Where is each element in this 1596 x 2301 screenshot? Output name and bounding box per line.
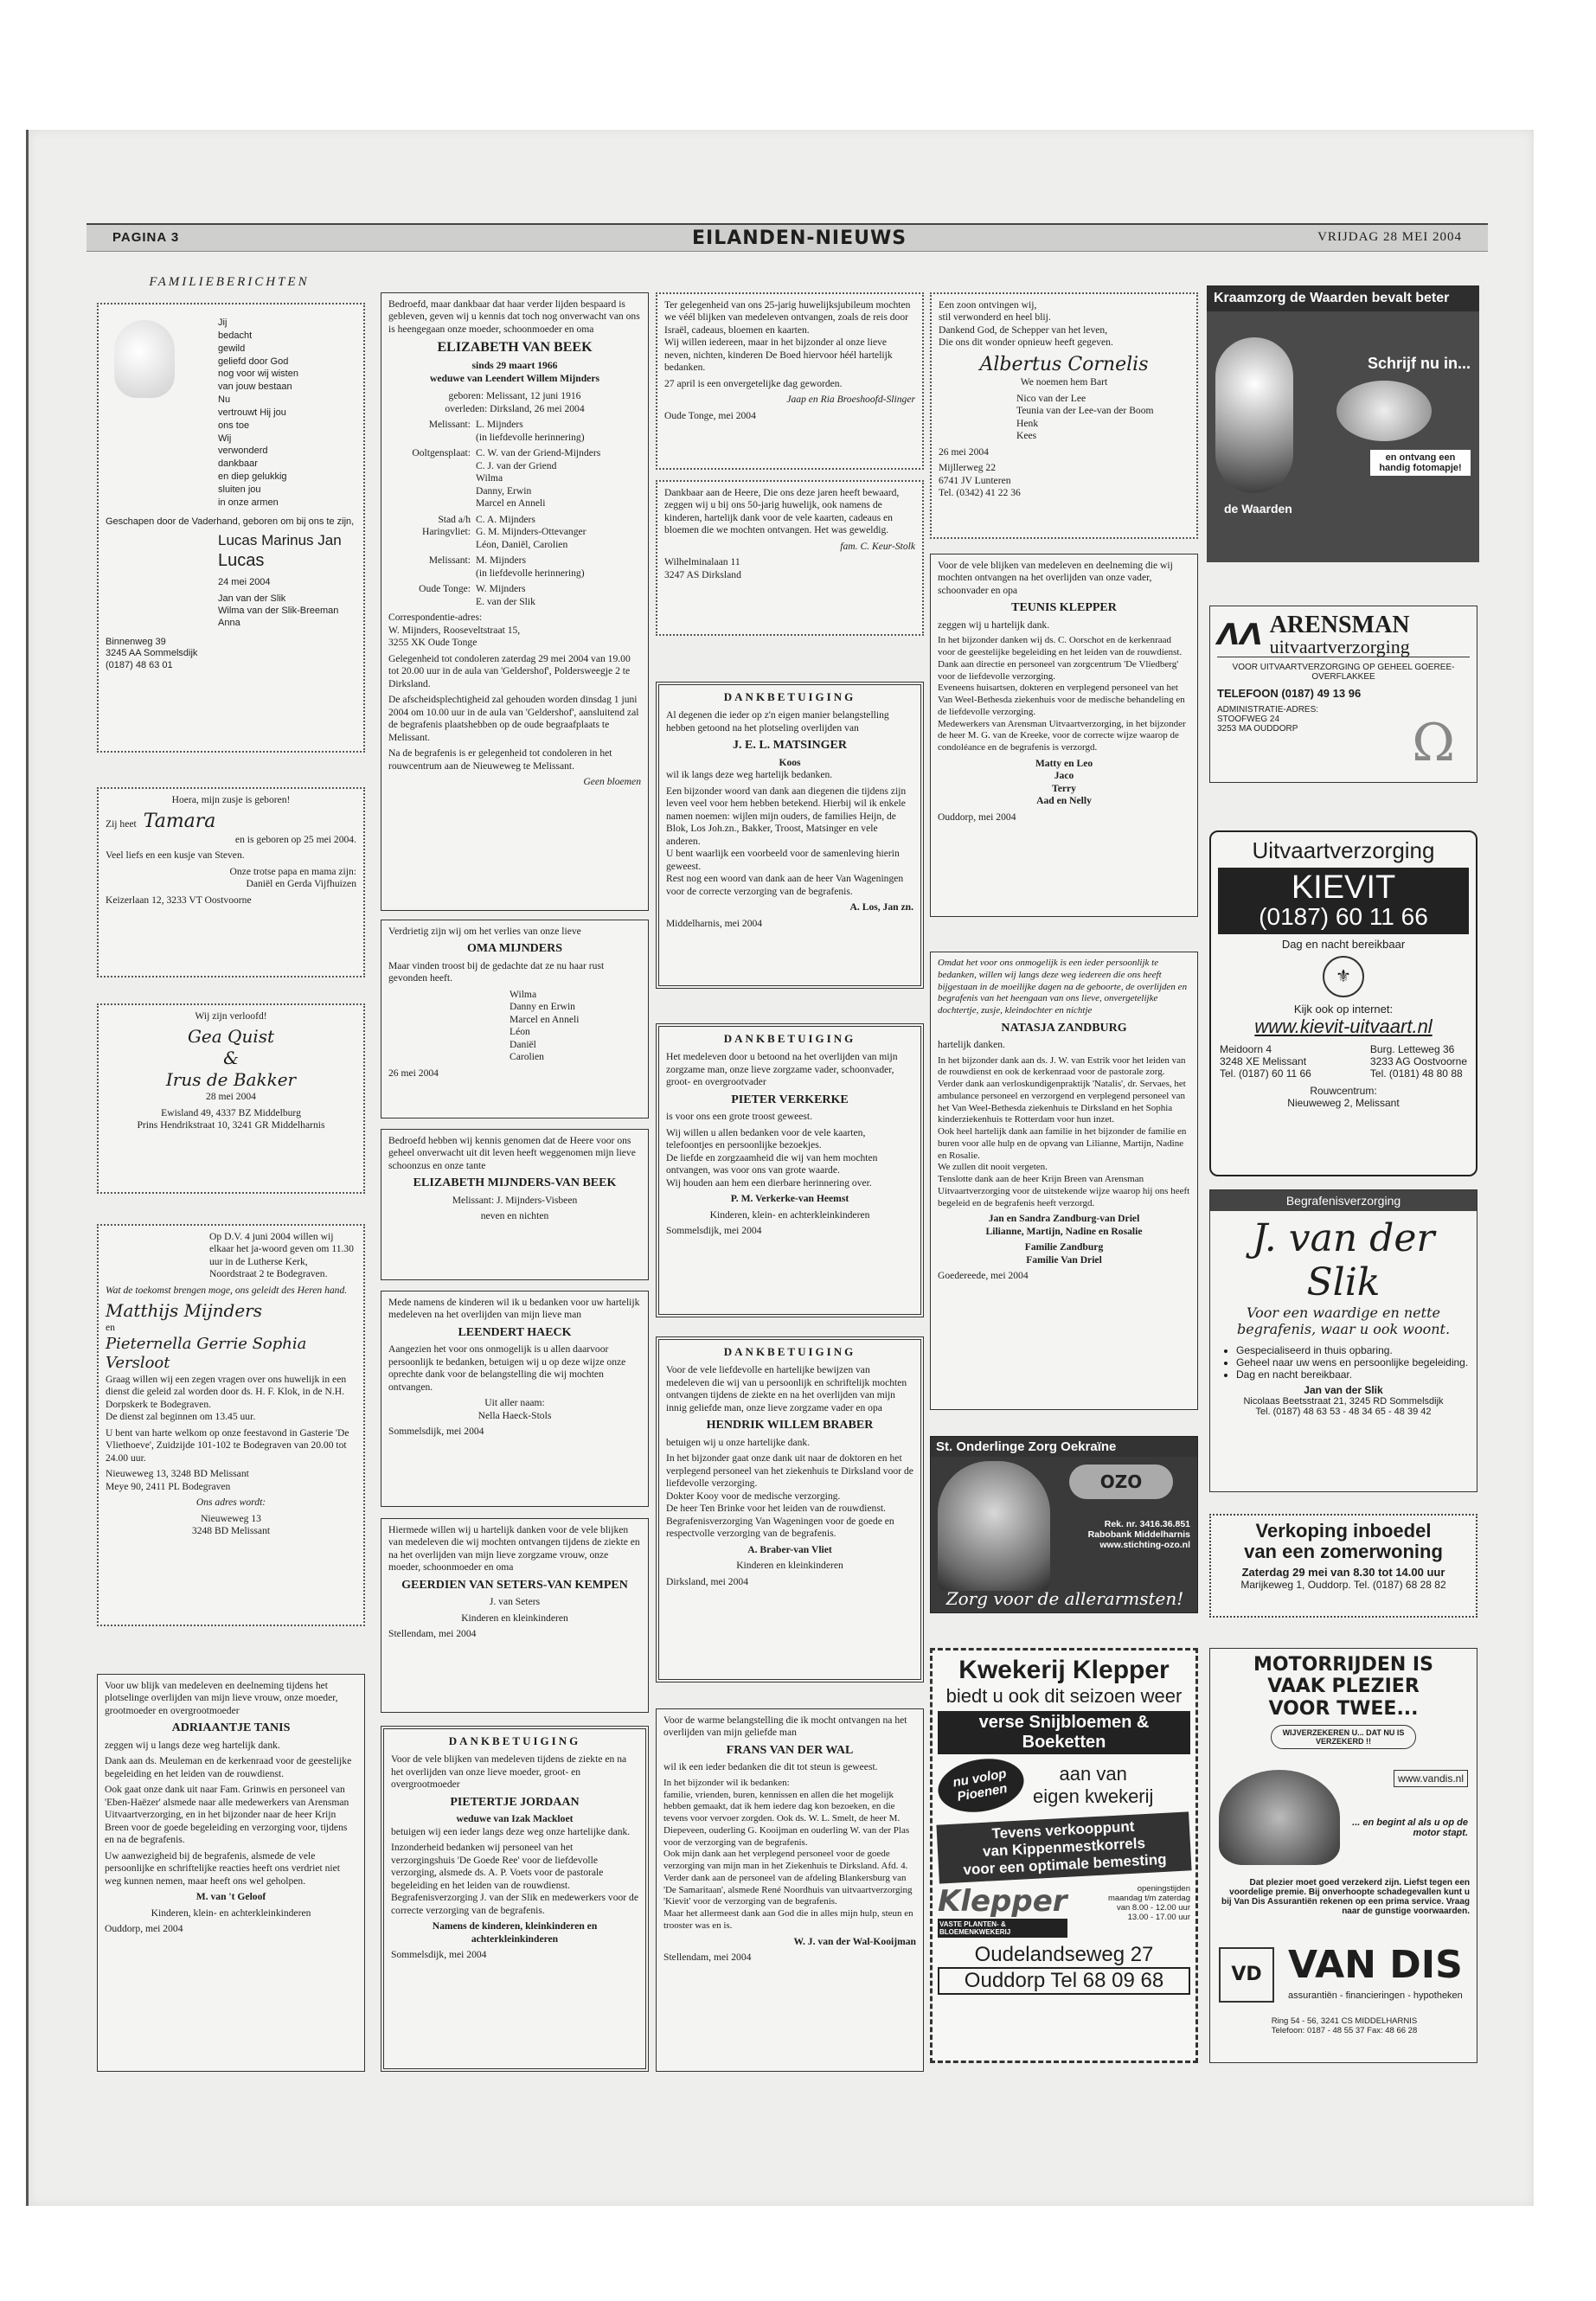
kievit-head: Uitvaartverzorging (1252, 837, 1435, 863)
signature: A. Los, Jan zn. (849, 901, 913, 913)
family-place: Stad a/h Haringvliet: (421, 513, 471, 538)
place-date: Sommelsdijk, mei 2004 (391, 1949, 487, 1961)
death-notice-oma (381, 920, 649, 1118)
thanks-zandburg (930, 952, 1198, 1410)
poem-line: Jij (218, 317, 228, 328)
thanks-text: In het bijzonder dank aan ds. J. W. van Estrik voor het leiden van de rouwdienst en ook de kerkenraad voor de pastorale zorg. Verder dank aan verloskundigenpraktijk 'Natalis', dr. Servaes, het ambulance personeel en verzorgend en verplegend personeel van het Van Weel-Bethesda ziekenhuis te Dirksland en het Sophia kinderziekenhuis te Rotterdam voor hun inzet. Ook heel hartelijk dank aan familie in het bijzonder de familie en buren voor alle hulp en de opvang van Lilianne, Martijn, Nadine en Rosalie. We zullen dit nooit vergeten. Tenslotte dank aan de heer Krijn Breen van Arensman Uitvaartverzorging voor de uitstekende wijze waarop hij ons heeft begeleid en de begrafenis heeft verzorgd. (938, 1054, 1190, 1208)
deceased-name: LEENDERT HAECK (458, 1325, 572, 1339)
thanks-text: zeggen wij u hartelijk dank. (938, 619, 1050, 631)
condolence-info: Gelegenheid tot condoleren zaterdag 29 mei 2004 van 19.00 tot 20.00 uur in de aula van 'Geldershof', Poldersweegje 2 te Dirksland. (388, 652, 631, 689)
thanks-text: In het bijzonder danken wij ds. C. Oorschot en de kerkenraad voor de geestelijke begeleiding en het leiden van de rouwdienst. Dank aan directie en personeel van zorgcentrum 'De Vliedberg' voor de liefdevolle verzorging. Eveneens huisartsen, dokteren en verplegend personeel van het Van Weel-Bethesda ziekenhuis voor de medische behandeling en de liefdevolle verzorging. Medewerkers van Arensman Uitvaartverzorging, in het bijzonder de heer M. G. van de Kreeke, voor de correcte wijze waarop de condoléance en de begrafenis is verzorgd. (938, 635, 1186, 753)
announcement-line: Hoera, mijn zusje is geboren! (171, 794, 291, 805)
thanks-text: Dank aan ds. Meuleman en de kerkenraad voor de geestelijke begeleiding en het leiden van de rouwdienst. (105, 1755, 352, 1779)
thanks-text: Aangezien het voor ons onmogelijk is u allen daarvoor persoonlijk te bedanken, betuigen wij u op deze wijze onze oprechte dank voor de belangstelling die wij mochten ontvangen. (388, 1343, 626, 1393)
thanks-text: hartelijk danken. (938, 1039, 1005, 1051)
arensman-phone: TELEFOON (0187) 49 13 96 (1217, 687, 1362, 700)
family-place: Melissant: (428, 419, 471, 431)
arensman-sub: uitvaartverzorging (1269, 636, 1410, 657)
thanks-tanis (97, 1674, 365, 2072)
issue-date: VRIJDAG 28 MEI 2004 (1317, 230, 1462, 244)
dankbetuiging-head: DANKBETUIGING (723, 690, 856, 703)
widow-line: weduwe van Leendert Willem Mijnders (429, 372, 599, 384)
family-list (388, 419, 641, 612)
kwekerij-address: Oudelandseweg 27 (974, 1943, 1154, 1966)
van-dis-sub: assurantiën - financieringen - hypotheken (1288, 1990, 1463, 2001)
family: Kinderen en kleinkinderen (736, 1560, 843, 1572)
page-number: PAGINA 3 (112, 230, 180, 245)
verkoping-title: Verkoping inboedel van een zomerwoning (1244, 1520, 1443, 1563)
deceased-name: HENDRIK WILLEM BRABER (706, 1419, 874, 1433)
dates: geboren: Melissant, 12 juni 1916 overleden: Dirksland, 26 mei 2004 (445, 390, 585, 414)
van-dis-ad (1209, 1648, 1477, 2063)
dankbetuiging-head: DANKBETUIGING (723, 1345, 856, 1358)
jubilee-thanks (656, 292, 924, 470)
thanks-braber (656, 1336, 924, 1682)
kiss-line: Veel liefs en een kusje van Steven. (106, 849, 245, 862)
family-names: C. A. Mijnders G. M. Mijnders-Ottevanger Léon, Daniël, Carolien (476, 513, 586, 550)
jubilee-text: Ter gelegenheid van ons 25-jarig huwelijksjubileum mochten we véél blijken van medeleven ontvangen, zoals de reis door Israël, cadeaus, bloemen en kaarten. Wij willen iedereen, maar in het bijzonder al onze lieve neven, nichten, kinderen De Boed hiervoor héél hartelijk bedanken. (664, 299, 911, 374)
deceased-name: FRANS VAN DER WAL (726, 1743, 854, 1757)
address: Mijllerweg 22 6741 JV Lunteren Tel. (0342) 41 22 36 (939, 462, 1021, 499)
groom-name: Matthijs Mijnders (106, 1300, 262, 1322)
drop-graphic (1215, 337, 1293, 493)
family-place: Oude Tonge: (419, 583, 471, 595)
kwekerij-title: Kwekerij Klepper (958, 1656, 1170, 1684)
thanks-text: wil ik langs deze weg hartelijk bedanken. (666, 769, 833, 781)
signature: A. Braber-van Vliet (747, 1543, 832, 1555)
family: Kinderen, klein- en achterkleinkinderen (709, 1208, 870, 1221)
ozo-ad (930, 1436, 1198, 1613)
family-row (388, 583, 641, 612)
poem-line: en diep gelukkig (218, 471, 287, 483)
thanks-klepper (930, 554, 1198, 917)
funeral-info: De afscheidsplechtigheid zal gehouden worden dinsdag 1 juni 2004 om 10.00 uur in de aula van 'Geldershof', aansluitend zal de begrafenis plaatshebben op de oude begraafplaats te Melissant. (388, 694, 639, 743)
signature: Jaap en Ria Broeshoofd-Slinger (786, 394, 915, 406)
thanks-text: In het bijzonder wil ik bedanken: familie, vrienden, buren, kennissen en allen die het mogelijk hebben gemaakt, dat ik hem iedere dag kon bezoeken, en die tevens voor vervoer zorgden. Ook ds. W. L. Smelt, de heer M. Diepeveen, ouderling G. Kooijman en ouderling W. van der Plas voor de verzorging van de begrafenis. Ook mijn dank aan het verplegend personeel voor de goede verzorging van mijn man in het Ziekenhuis te Dirksland. Afd. 4. Verder dank aan de personeel van de afdeling Blankersburg van 'De Samaritaan', alsmede René Noordhuis van uitvaartverzorging 'Kievit' voor de verzorging van de begrafenis. Maar het allermeest dank aan God die in alles mijn hulp, steun en trooster was en is. (663, 1777, 913, 1931)
wedding-announcement (97, 1224, 365, 1626)
slik-services (1236, 1344, 1477, 1381)
family-names: W. Mijnders E. van der Slik (476, 583, 535, 607)
place-date: Middelharnis, mei 2004 (666, 917, 763, 929)
birth-poem: Een zoon ontvingen wij, stil verwonderd en heel blij. Dankend God, de Schepper van het leven, Die ons dit wonder opnieuw heeft gegeven. (939, 299, 1113, 349)
label: Zij heet (106, 818, 137, 830)
thanks-text: betuigen wij een ieder langs deze weg onze hartelijke dank. (391, 1825, 631, 1837)
deceased-name: GEERDIEN VAN SETERS-VAN KEMPEN (401, 1578, 628, 1592)
family-names: L. Mijnders (in liefdevolle herinnering) (476, 419, 585, 443)
page-header (87, 223, 1488, 252)
poem-line: Nu (218, 394, 231, 406)
dankbetuiging-head: DANKBETUIGING (723, 1032, 856, 1045)
kwekerij-klepper-ad (930, 1648, 1198, 2063)
thanks-van-seters (381, 1518, 649, 1713)
and: en (106, 1322, 115, 1334)
thanks-intro: Al degenen die ieder op z'n eigen manier belangstelling hebben getoond na het plotseling overlijden van (666, 709, 889, 734)
grandchildren: Wilma Danny en Erwin Marcel en Anneli Léon Daniël Carolien (510, 988, 580, 1063)
van-dis-title: MOTORRIJDEN IS VAAK PLEZIER VOOR TWEE... (1253, 1654, 1433, 1720)
slik-address: Nicolaas Beetsstraat 21, 3245 RD Sommelsdijk Tel. (0187) 48 63 53 - 48 34 65 - 48 39 42 (1243, 1396, 1444, 1417)
place-date: Sommelsdijk, mei 2004 (666, 1225, 762, 1237)
place-date: Ouddorp, mei 2004 (938, 811, 1016, 823)
jubilee-date: 27 april is een onvergetelijke dag geworden. (664, 377, 843, 389)
family-row (388, 554, 641, 583)
notice-intro: Verdrietig zijn wij om het verlies van onze lieve (388, 926, 581, 937)
baby-drawing (114, 320, 175, 398)
party-text: U bent van harte welkom op onze feestavond in Gasterie 'De Vliethoeve', Zuidzijde 101-102 te Bodegraven van 20.00 tot 24.00 uur. (106, 1426, 349, 1464)
child-name: Tamara (143, 811, 216, 833)
child-call-name: Lucas (218, 550, 265, 570)
deceased-name: J. E. L. MATSINGER (733, 739, 847, 753)
child-full-name: Lucas Marinus Jan (218, 532, 342, 549)
ozo-slogan: Zorg voor de allerarmsten! (945, 1588, 1184, 1609)
deceased-name: PIETER VERKERKE (731, 1093, 849, 1106)
future-address: Nieuweweg 13 3248 BD Melissant (191, 1512, 271, 1537)
signature: Uit aller naam: Nella Haeck-Stols (478, 1397, 552, 1421)
partner-2: Irus de Bakker (165, 1069, 297, 1091)
slik-name: J. van der Slik (1252, 1216, 1435, 1304)
ozo-title: St. Onderlinge Zorg Oekraïne (931, 1437, 1197, 1457)
kievit-ad (1209, 830, 1477, 1176)
signature: Jan en Sandra Zandburg-van Driel Lilianne, Martijn, Nadine en Rosalie (985, 1213, 1143, 1237)
thanks-intro: Omdat het voor ons onmogelijk is een ieder persoonlijk te bedanken, willen wij langs deze weg iedereen die ons heeft bijgestaan in de moeilijke dagen na de geboorte, de overlijden en begrafenis van het heengaan van ons lieve, onvergetelijke dochtertje, zusje, kleindochter en nichtje (938, 958, 1188, 1016)
kwekerij-phone: Ouddorp Tel 68 09 68 (938, 1967, 1190, 1995)
family: Familie Zandburg Familie Van Driel (1024, 1241, 1104, 1266)
poem-line: geliefd door God (218, 356, 289, 367)
family-names: M. Mijnders (in liefdevolle herinnering) (476, 554, 585, 579)
engagement-date: 28 mei 2004 (206, 1091, 256, 1103)
van-dis-website[interactable]: www.vandis.nl (1394, 1770, 1468, 1787)
addresses: Ewisland 49, 4337 BZ Middelburg Prins Hendrikstraat 10, 3241 GR Middelharnis (137, 1106, 325, 1131)
wedding-intro: Op D.V. 4 juni 2004 willen wij elkaar het ja-woord geven om 11.30 uur in de Lutherse Kerk, Noordstraat 2 te Bodegraven. (209, 1231, 354, 1280)
poem-line: vertrouwt Hij jou (218, 407, 286, 418)
kraamzorg-logo: de Waarden (1224, 502, 1292, 516)
birth-intro: Geschapen door de Vaderhand, geboren om bij ons te zijn, (106, 516, 355, 527)
kwekerij-line: biedt u ook dit seizoen weer (945, 1685, 1183, 1707)
address: Wilhelminalaan 11 3247 AS Dirksland (664, 556, 741, 580)
date: 26 mei 2004 (388, 1067, 439, 1079)
poem-line: verwonderd (218, 445, 268, 457)
van-dis-text: Dat plezier moet goed verzekerd zijn. Liefst tegen een voordelige premie. Bij onverhoopte schadegevallen kunt u bij Van Dis Assurantiën rekenen op een prima service. Vraag naar de gunstige voorwaarden. (1221, 1878, 1470, 1916)
death-notice-mijnders (381, 1129, 649, 1280)
slik-service-item: • Geheel naar uw wens en persoonlijke begeleiding. (1236, 1356, 1477, 1368)
van-dis-tagline: ... en begint al als u op de motor stapt. (1352, 1817, 1468, 1838)
thanks-text: is voor ons een grote troost geweest. (666, 1111, 813, 1123)
van-der-slik-ad (1209, 1189, 1477, 1492)
klepper-logo-text: Klepper (938, 1884, 1067, 1919)
arensman-name: ARENSMAN (1269, 612, 1410, 638)
slik-sign: Jan van der Slik (1304, 1384, 1383, 1396)
kwekerij-highlight: verse Snijbloemen & Boeketten (938, 1711, 1190, 1754)
condolence-info-2: Na de begrafenis is er gelegenheid tot condoleren in het rouwcentrum aan de Nieuweweg te Melissant. (388, 747, 612, 772)
deceased-name: OMA MIJNDERS (466, 942, 563, 956)
signature: fam. C. Keur-Stolk (840, 540, 915, 552)
van-dis-address: Ring 54 - 56, 3241 CS MIDDELHARNIS Telefoon: 0187 - 48 55 37 Fax: 48 66 28 (1271, 2016, 1418, 2035)
poem-line: sluiten jou (218, 484, 261, 495)
thanks-text: zeggen wij u langs deze weg hartelijk dank. (105, 1739, 280, 1751)
section-title: FAMILIEBERICHTEN (149, 275, 310, 289)
van-dis-badge: VD (1219, 1947, 1274, 2003)
nickname: Koos (779, 756, 801, 768)
verkoping-where: Marijkeweg 1, Ouddorp. Tel. (0187) 68 28 82 (1240, 1579, 1446, 1592)
signature: Matty en Leo Jaco Terry Aad en Nelly (1035, 757, 1093, 807)
slik-slogan: Voor een waardige en nette begrafenis, waar u ook woont. (1236, 1304, 1451, 1337)
thanks-text: In het bijzonder gaat onze dank uit naar de doktoren en het verplegend personeel van het ziekenhuis te Dirksland voor de liefdevolle verzorging. Dokter Kooy voor de medische verzorging. De heer Ten Brinke voor het leiden van de rouwdienst. Begrafenisverzorging Van Wageningen voor de goede en respectvolle verzorging van de begrafenis. (666, 1452, 913, 1540)
thanks-text: Een bijzonder woord van dank aan diegenen die tijdens zijn leven veel voor hem hebben betekend. Hierbij wil ik enkele namen noemen: wijlen mijn ouders, de families Heijn, de Blok, Los Joh.zn., Bakker, Troost, Matsinger en vele anderen. U bent waarlijk een voorbeeld voor de samenleving hierin geweest. Rest nog een woord van dank aan de heer Van Wageningen voor de correcte verzorging van de begrafenis. (666, 785, 907, 897)
thanks-text: Wij willen u allen bedanken voor de vele kaarten, telefoontjes en persoonlijke bezoekjes. De liefde en zorgzaamheid die wij van hem mochten ontvangen, was voor ons van grote waarde. Wij houden aan hem een dierbare herinnering over. (666, 1126, 878, 1189)
widow-line: weduwe van Izak Mackloet (456, 1813, 574, 1825)
address: Keizerlaan 12, 3233 VT Oostvoorne (106, 894, 252, 906)
arensman-logo-icon: ΛΛ (1217, 618, 1263, 652)
deceased-name: ADRIAANTJE TANIS (171, 1721, 291, 1735)
thanks-text: wil ik een ieder bedanken die dit tot steun is geweest. (663, 1761, 878, 1773)
arensman-tagline: VOOR UITVAARTVERZORGING OP GEHEEL GOEREE-OVERFLAKKEE (1232, 663, 1455, 682)
signature: M. van 't Geloof (195, 1891, 266, 1903)
notice-text: Maar vinden troost bij de gedachte dat ze nu haar rust gevonden heeft. (388, 959, 605, 984)
family: Kinderen, klein- en achterkleinkinderen (151, 1907, 311, 1919)
thanks-text: Inzonderheid bedanken wij personeel van het verzorgingshuis 'De Goede Ree' voor de liefdevolle verzorging, alsmede ds. A. P. Voets voor de pastorale begeleiding en het leiden van de rouwdienst. Begrafenisverzorging J. van der Slik en medewerkers voor de correcte verzorging van de begrafenis. (391, 1842, 638, 1916)
family-row (388, 514, 641, 554)
kwekerij-line: aan van eigen kwekerij (1033, 1763, 1154, 1807)
omega-icon: Ω (1412, 713, 1455, 773)
future-address-label: Ons adres wordt: (195, 1497, 266, 1509)
poem-line: dankbaar (218, 458, 258, 470)
thanks-intro: Hiermede willen wij u hartelijk danken voor de vele blijken van medeleven die wij mochten ontvangen tijdens de ziekte en na het overlijden van mijn lieve zorgzame vrouw, onze moeder, schoonmoeder en oma (388, 1524, 640, 1574)
place-date: Sommelsdijk, mei 2004 (388, 1426, 484, 1438)
signature: P. M. Verkerke-van Heemst (730, 1193, 849, 1205)
death-notice-van-beek (381, 292, 649, 911)
birth-date: 24 mei 2004 (218, 576, 271, 587)
notice-intro: Bedroefd hebben wij kennis genomen dat de Heere voor ons geheel onverwacht uit dit leven heeft weggenomen mijn lieve schoonzus en onze tante (388, 1135, 636, 1171)
addresses: Nieuweweg 13, 3248 BD Melissant Meye 90, 2411 PL Bodegraven (106, 1468, 249, 1492)
poem-line: bedacht (218, 330, 253, 341)
deceased-name: PIETERTJE JORDAAN (450, 1795, 580, 1809)
ampersand: & (223, 1048, 239, 1069)
family: neven en nichten (480, 1210, 549, 1222)
baby-photo (1336, 381, 1432, 441)
ozo-bank: Rek. nr. 3416.36.851 Rabobank Middelharnis www.stichting-ozo.nl (1087, 1519, 1190, 1550)
kippenmest-banner: Tevens verkooppunt van Kippenmestkorrels voor een optimale bemesting (936, 1811, 1191, 1883)
kievit-emblem-icon: ⚜ (1323, 956, 1364, 997)
poem-line: nog voor wij wisten (218, 369, 298, 380)
ozo-logo: OZO (1069, 1465, 1173, 1499)
kievit-availability: Dag en nacht bereikbaar (1281, 937, 1406, 951)
kievit-internet-label: Kijk ook op internet: (1293, 1002, 1394, 1016)
family-row (388, 447, 641, 513)
parents: Jan van der Slik Wilma van der Slik-Breeman Anna (218, 593, 339, 628)
deceased-name: NATASJA ZANDBURG (1001, 1021, 1127, 1035)
dankbetuiging-head: DANKBETUIGING (448, 1734, 581, 1747)
slik-service-item: • Gespecialiseerd in thuis opbaring. (1236, 1344, 1477, 1356)
kievit-website[interactable]: www.kievit-uitvaart.nl (1254, 1015, 1433, 1037)
bride-name: Pieternella Gerrie Sophia Versloot (106, 1334, 307, 1373)
kievit-address-2: Burg. Letteweg 36 3233 AG Oostvoorne Tel. (0181) 48 80 88 (1369, 1042, 1467, 1080)
van-dis-name: VAN DIS (1288, 1943, 1463, 1987)
deceased-name: TEUNIS KLEPPER (1011, 601, 1117, 615)
kraamzorg-title: Kraamzorg de Waarden bevalt beter (1207, 285, 1479, 311)
thanks-text: Uw aanwezigheid bij de begrafenis, alsmede de vele persoonlijke en schriftelijke reacties heeft ons verdriet niet weg kunnen nemen, maar heeft ons wel geholpen. (105, 1849, 341, 1887)
thanks-matsinger (656, 682, 924, 989)
thanks-jordaan (381, 1726, 649, 2072)
place-date: Stellendam, mei 2004 (388, 1628, 477, 1640)
birth-date: en is geboren op 25 mei 2004. (234, 833, 356, 845)
thanks-intro: Mede namens de kinderen wil ik u bedanken voor uw hartelijk medeleven na het overlijden van mijn lieve man (388, 1297, 640, 1321)
poem-line: in onze armen (218, 497, 279, 508)
partner-1: Gea Quist (187, 1026, 275, 1048)
thanks-haeck (381, 1291, 649, 1507)
thanks-intro: Voor de vele blijken van medeleven en deelneming die wij mochten ontvangen na het overlijden van onze vader, schoonvader en opa (938, 560, 1173, 596)
kievit-name: KIEVIT (1291, 869, 1396, 906)
engagement-announcement (97, 1003, 365, 1194)
birth-announcement-lucas (97, 303, 365, 753)
address: Binnenweg 39 3245 AA Sommelsdijk (0187) 48 63 01 (106, 636, 198, 671)
wedding-verse: Wat de toekomst brengen moge, ons geleidt des Heren hand. (106, 1284, 348, 1296)
family-place: Ooltgensplaat: (412, 447, 471, 459)
anniversary-text: Dankbaar aan de Heere, Die ons deze jaren heeft bewaard, zeggen wij u bij ons 50-jarig huwelijk, ook namens de kinderen, hartelijk dank voor de vele kaarten, cadeaus en bloemen die we mochten ontvangen. Het was geweldig. (664, 487, 900, 536)
klepper-logo (938, 1884, 1067, 1938)
kraamzorg-gift: en ontvang een handig fotomapje! (1370, 450, 1471, 476)
ceremony-text: Graag willen wij een zegen vragen over ons huwelijk in een dienst die geleid zal worden door ds. H. F. Klok, in de N.H. Dorpskerk te Bodegraven. De dienst zal beginnen om 13.45 uur. (106, 1373, 347, 1423)
no-flowers: Geen bloemen (583, 775, 641, 787)
place-date: Stellendam, mei 2004 (663, 1952, 752, 1964)
since-line: sinds 29 maart 1966 (471, 360, 558, 372)
slik-head: Begrafenisverzorging (1210, 1190, 1477, 1211)
anniversary-thanks-keur (656, 480, 924, 636)
klepper-logo-sub: VASTE PLANTEN- & BLOEMENKWEKERIJ (938, 1919, 1067, 1938)
poem-line: gewild (218, 343, 246, 354)
call-name: We noemen hem Bart (1020, 376, 1108, 388)
poem (218, 317, 356, 510)
elderly-woman-photo (938, 1461, 1050, 1591)
opening-hours: openingstijden maandag t/m zaterdag van 8.00 - 12.00 uur 13.00 - 17.00 uur (1107, 1884, 1190, 1922)
kraamzorg-ad (1207, 285, 1479, 562)
family-row (388, 419, 641, 447)
pioenen-badge: nu volop Pioenen (934, 1753, 1029, 1818)
engagement-head: Wij zijn verloofd! (195, 1010, 267, 1022)
deceased-name: ELIZABETH VAN BEEK (437, 340, 593, 356)
family-place: Melissant: (428, 554, 471, 567)
parents: Nico van der Lee Teunia van der Lee-van der Boom Henk Kees (1016, 392, 1154, 442)
kievit-address-1: Meidoorn 4 3248 XE Melissant Tel. (0187) 60 11 66 (1220, 1042, 1311, 1080)
family-names: C. W. van der Griend-Mijnders C. J. van der Griend Wilma Danny, Erwin Marcel en Anneli (476, 447, 601, 510)
verkoping-when: Zaterdag 29 mei van 8.30 tot 14.00 uur (1241, 1566, 1445, 1580)
poem-line: Wij (218, 433, 232, 444)
poem-line: ons toe (218, 420, 250, 431)
thanks-text: betuigen wij u onze hartelijke dank. (666, 1436, 811, 1448)
thanks-verkerke (656, 1023, 924, 1317)
van-dis-bubble: WIJVERZEKEREN U... DAT NU IS VERZEKERD !! (1271, 1725, 1416, 1749)
thanks-intro: Voor de warme belangstelling die ik mocht ontvangen na het overlijden van mijn geliefde man (663, 1715, 907, 1739)
poem-line: van jouw bestaan (218, 381, 292, 393)
arensman-ad (1209, 606, 1477, 783)
place-date: Goedereede, mei 2004 (938, 1270, 1029, 1282)
correspondence-address: Correspondentie-adres: W. Mijnders, Rooseveltstraat 15, 3255 XK Oude Tonge (388, 612, 521, 649)
signature: J. van Seters (489, 1596, 541, 1608)
child-name: Albertus Cornelis (979, 353, 1149, 375)
thanks-intro: Het medeleven door u betoond na het overlijden van mijn zorgzame man, onze lieve zorgzame vader, schoonvader, groot- en overgrootvader (666, 1051, 898, 1088)
kievit-phone: (0187) 60 11 66 (1259, 903, 1428, 930)
place-date: Oude Tonge, mei 2004 (664, 409, 756, 421)
masthead: EILANDEN-NIEUWS (692, 228, 907, 249)
kievit-rouwcentrum: Rouwcentrum: Nieuweweg 2, Melissant (1287, 1084, 1400, 1109)
verkoping-ad (1209, 1514, 1477, 1618)
place-date: Dirksland, mei 2004 (666, 1575, 748, 1587)
kraamzorg-call: Schrijf nu in... (1367, 355, 1471, 372)
arensman-address: ADMINISTRATIE-ADRES: STOOFWEG 24 3253 MA OUDDORP (1217, 705, 1319, 734)
birth-announcement-tamara (97, 787, 365, 977)
notice-intro: Bedroefd, maar dankbaar dat haar verder lijden bespaard is gebleven, geven wij u kennis dat toch nog onverwacht van ons is heengegaan onze moeder, schoonmoeder en oma (388, 298, 640, 335)
deceased-name: ELIZABETH MIJNDERS-VAN BEEK (413, 1176, 617, 1190)
slik-service-item: • Dag en nacht bereikbaar. (1236, 1368, 1477, 1381)
thanks-van-der-wal (656, 1708, 924, 2072)
parents: Onze trotse papa en mama zijn: Daniël en Gerda Vijfhuizen (229, 865, 356, 890)
birth-announcement-albertus (930, 292, 1198, 539)
thanks-intro: Voor de vele blijken van medeleven tijdens de ziekte en na het overlijden van onze lieve moeder, groot- en overgrootmoeder (391, 1753, 627, 1791)
signature: W. J. van der Wal-Kooijman (793, 1935, 916, 1947)
from: Melissant: J. Mijnders-Visbeen (452, 1194, 578, 1206)
signature: Namens de kinderen, kleinkinderen en achterkleinkinderen (432, 1920, 598, 1945)
motorcycle-photo (1219, 1770, 1340, 1865)
thanks-intro: Voor uw blijk van medeleven en deelneming tijdens het plotselinge overlijden van mijn lieve vrouw, onze moeder, grootmoeder en overgrootmoeder (105, 1680, 338, 1716)
thanks-intro: Voor de vele liefdevolle en hartelijke bewijzen van medeleven die wij van u persoonlijk en schriftelijk mochten ontvangen tijdens de ziekte en na het overlijden van mijn innig geliefde man, onze lieve zorgzame vader en opa (666, 1364, 907, 1413)
place-date: Ouddorp, mei 2004 (105, 1923, 183, 1935)
thanks-text: Ook gaat onze dank uit naar Fam. Grinwis en personeel van 'Eben-Haëzer' alsmede naar alle medewerkers van Arensman Uitvaartverzorging, en in het bijzonder naar de heer Krijn Breen voor de goede begeleiding en verzorging voor, tijdens en na de begrafenis. (105, 1784, 349, 1846)
family: Kinderen en kleinkinderen (461, 1612, 568, 1624)
birth-date: 26 mei 2004 (939, 445, 989, 458)
